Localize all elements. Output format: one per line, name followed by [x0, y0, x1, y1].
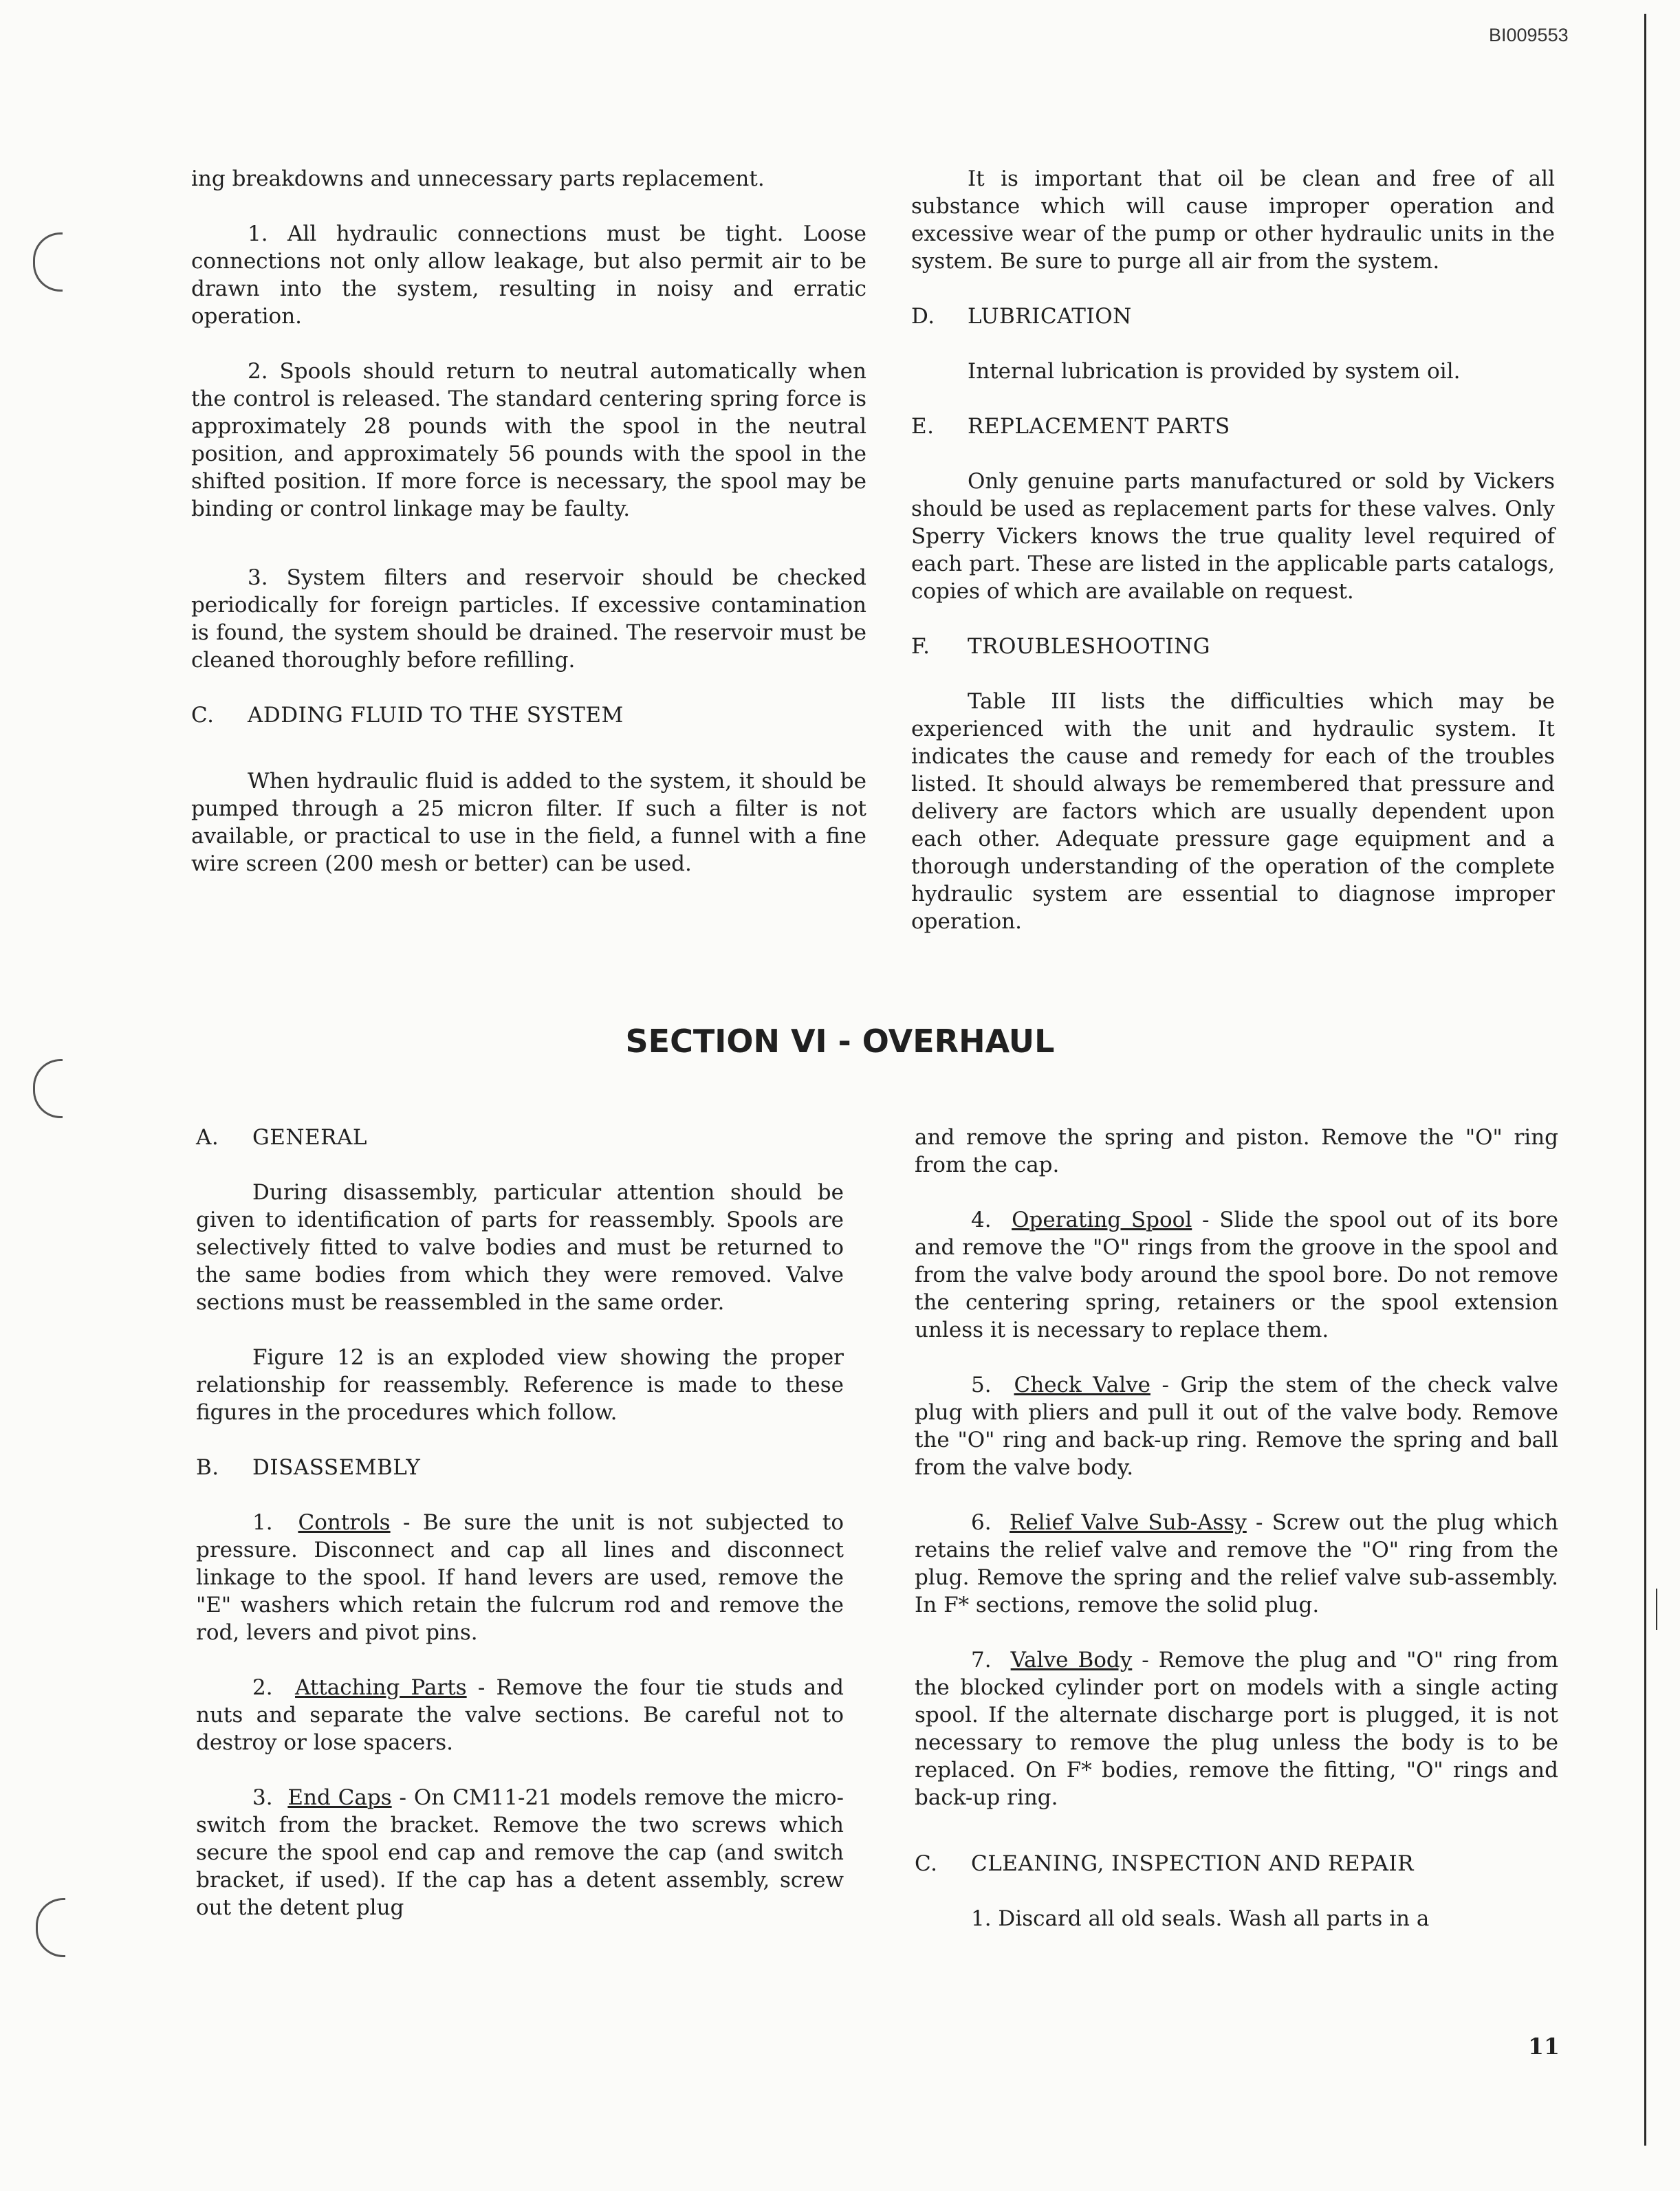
section-heading: A. GENERAL	[196, 1125, 367, 1150]
top-right-column	[911, 165, 1555, 963]
section-heading: F. TROUBLESHOOTING	[911, 634, 1210, 659]
page-id: BI009553	[1489, 25, 1569, 45]
step-paragraph: 3. End Caps - On CM11-21 models remove the micro-switch from the bracket. Remove the two screws which secure the spool end cap and remove the cap (and switch bracket, if used). If the cap has a detent assembly, screw out the detent plug	[196, 1785, 844, 1920]
section-heading: D. LUBRICATION	[911, 304, 1132, 329]
bottom-left-column	[196, 1124, 844, 1949]
paragraph: When hydraulic fluid is added to the system, it should be pumped through a 25 micron filter. If such a filter is not available, or practical to use in the field, a funnel with a fine wire screen (200 mesh or better) can be used.	[191, 769, 866, 876]
section-heading: E. REPLACEMENT PARTS	[911, 414, 1230, 439]
step-paragraph: 4. Operating Spool - Slide the spool out of its bore and remove the "O" rings from the groove in the spool and from the valve body around the spool bore. Do not remove the centering spring, retainers or the spool extension unless it is necessary to replace them.	[915, 1208, 1558, 1342]
paragraph: 1. All hydraulic connections must be tight. Loose connections not only allow leakage, but also permit air to be drawn into the system, resulting in noisy and erratic operation.	[191, 221, 866, 329]
punch-hole-mark	[33, 232, 63, 292]
paragraph: Table III lists the difficulties which may be experienced with the unit and hydraulic system. It indicates the cause and remedy for each of the troubles listed. It should always be remembered that pressure and delivery are factors which are usually dependent upon each other. Adequate pressure gage equipment and a thorough understanding of the operation of the complete hydraulic system are essential to diagnose improper operation.	[911, 689, 1555, 934]
top-left-column	[191, 165, 866, 905]
page-number: 11	[1528, 2033, 1560, 2060]
step-paragraph: 5. Check Valve - Grip the stem of the check valve plug with pliers and pull it out of the valve body. Remove the "O" ring and back-up ring. Remove the spring and ball from the valve body.	[915, 1373, 1558, 1480]
step-paragraph: 6. Relief Valve Sub-Assy - Screw out the plug which retains the relief valve and remove the "O" ring from the plug. Remove the spring and the relief valve sub-assembly. In F* sections, remove the solid plug.	[915, 1510, 1558, 1617]
paragraph: Internal lubrication is provided by system oil.	[968, 359, 1461, 384]
step-paragraph: 1. Controls - Be sure the unit is not subjected to pressure. Disconnect and cap all lines and disconnect linkage to the spool. If hand levers are used, remove the "E" washers which retain the fulcrum rod and remove the rod, levers and pivot pins.	[196, 1510, 844, 1645]
punch-hole-mark	[36, 1898, 65, 1957]
page-edge	[1644, 14, 1646, 2146]
section-heading: B. DISASSEMBLY	[196, 1455, 421, 1480]
section-heading: C. ADDING FLUID TO THE SYSTEM	[191, 703, 624, 728]
section-title: SECTION VI - OVERHAUL	[625, 1023, 1055, 1060]
bottom-right-column	[915, 1124, 1558, 1960]
paragraph: 3. System filters and reservoir should be checked periodically for foreign particles. If excessive contamination is found, the system should be drained. The reservoir must be cleaned thoroughly before refilling.	[191, 565, 866, 673]
step-paragraph: 7. Valve Body - Remove the plug and "O" ring from the blocked cylinder port on models with a single acting spool. If the alternate discharge port is plugged, it is not necessary to remove the plug unless the body is to be replaced. On F* bodies, remove the fitting, "O" rings and back-up ring.	[915, 1648, 1558, 1810]
paragraph: and remove the spring and piston. Remove the "O" ring from the cap.	[915, 1125, 1558, 1177]
paragraph: Only genuine parts manufactured or sold by Vickers should be used as replacement parts for these valves. Only Sperry Vickers knows the true quality level required of each part. These are listed in the applicable parts catalogs, copies of which are available on request.	[911, 469, 1555, 604]
edge-mark	[1656, 1589, 1657, 1630]
paragraph: It is important that oil be clean and free of all substance which will cause improper operation and excessive wear of the pump or other hydraulic units in the system. Be sure to purge all air from the system.	[911, 166, 1555, 274]
paragraph: During disassembly, particular attention should be given to identification of parts for reassembly. Spools are selectively fitted to valve bodies and must be returned to the same bodies from which they were removed. Valve sections must be reassembled in the same order.	[196, 1180, 844, 1315]
paragraph: 1. Discard all old seals. Wash all parts in a	[971, 1906, 1430, 1931]
step-paragraph: 2. Attaching Parts - Remove the four tie studs and nuts and separate the valve sections. Be careful not to destroy or lose spacers.	[196, 1675, 844, 1755]
punch-hole-mark	[33, 1059, 63, 1118]
paragraph: 2. Spools should return to neutral automatically when the control is released. The standard centering spring force is approximately 28 pounds with the spool in the neutral position, and approximately 56 pounds with the spool in the shifted position. If more force is necessary, the spool may be binding or control linkage may be faulty.	[191, 359, 866, 521]
section-heading: C. CLEANING, INSPECTION AND REPAIR	[915, 1851, 1414, 1876]
paragraph: ing breakdowns and unnecessary parts replacement.	[191, 166, 765, 191]
paragraph: Figure 12 is an exploded view showing the proper relationship for reassembly. Reference is made to these figures in the procedures which follow.	[196, 1345, 844, 1425]
